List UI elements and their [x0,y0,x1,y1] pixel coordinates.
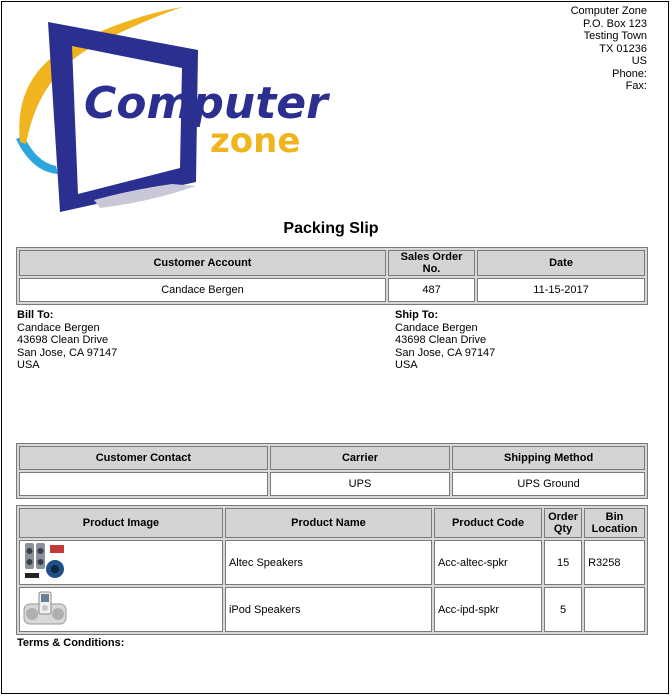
customer-account-header: Customer Account [19,250,386,276]
order-qty-header: Order Qty [544,508,582,538]
order-info-table [16,247,648,305]
computer-zone-logo [10,4,330,219]
customer-account-value: Candace Bergen [19,278,386,302]
ship-to-city: San Jose, CA 97147 [395,346,496,359]
product-image-cell [19,587,223,632]
company-country: US [631,55,647,67]
logo-word-computer: Computer [84,78,328,129]
product-image-header: Product Image [19,508,223,538]
product-name-header: Product Name [225,508,432,538]
shipping-method-value: UPS Ground [452,472,645,496]
shipping-method-header: Shipping Method [452,446,645,470]
product-name: Altec Speakers [225,540,432,585]
company-address-line: P.O. Box 123 [582,17,647,30]
bill-to-label: Bill To: [17,309,54,321]
carrier-header: Carrier [270,446,450,470]
company-fax: Fax: [625,80,647,92]
product-image-cell [19,540,223,585]
ship-to-country: USA [395,359,418,372]
table-row [19,587,645,632]
shipping-info-table [16,443,648,499]
table-row [19,540,645,585]
page-title: Packing Slip [283,220,379,237]
company-phone: Phone: [612,67,647,80]
company-city: Testing Town [583,30,647,42]
terms-label: Terms & Conditions: [17,637,125,649]
ipod-speakers-image [22,588,68,628]
bill-to-city: San Jose, CA 97147 [17,346,118,359]
customer-contact-header: Customer Contact [19,446,268,470]
order-qty: 5 [544,587,582,632]
date-header: Date [477,250,645,276]
ship-to-label: Ship To: [395,309,439,321]
product-code: Acc-altec-spkr [434,540,542,585]
sales-order-value: 487 [388,278,475,302]
ship-to-street: 43698 Clean Drive [395,334,487,347]
ship-to-name: Candace Bergen [395,321,478,334]
company-state-zip: TX 01236 [599,42,647,55]
product-code-header: Product Code [434,508,542,538]
bill-to-block [17,309,117,372]
product-name: iPod Speakers [225,587,432,632]
sales-order-header: Sales Order No. [388,250,475,276]
customer-contact-value [19,472,268,496]
products-table [16,505,648,635]
ship-to-block [395,309,495,372]
bill-to-street: 43698 Clean Drive [17,334,109,347]
company-address [571,5,647,93]
logo-word-zone: zone [210,121,301,161]
date-value: 11-15-2017 [477,278,645,302]
carrier-value: UPS [270,472,450,496]
product-code: Acc-ipd-spkr [434,587,542,632]
order-qty: 15 [544,540,582,585]
bill-to-country: USA [17,359,40,372]
bin-location: R3258 [584,540,645,585]
bill-to-name: Candace Bergen [17,321,100,334]
bin-location [584,587,645,632]
altec-speakers-image [22,541,68,581]
bin-location-header: Bin Location [584,508,645,538]
company-name: Computer Zone [570,5,647,17]
